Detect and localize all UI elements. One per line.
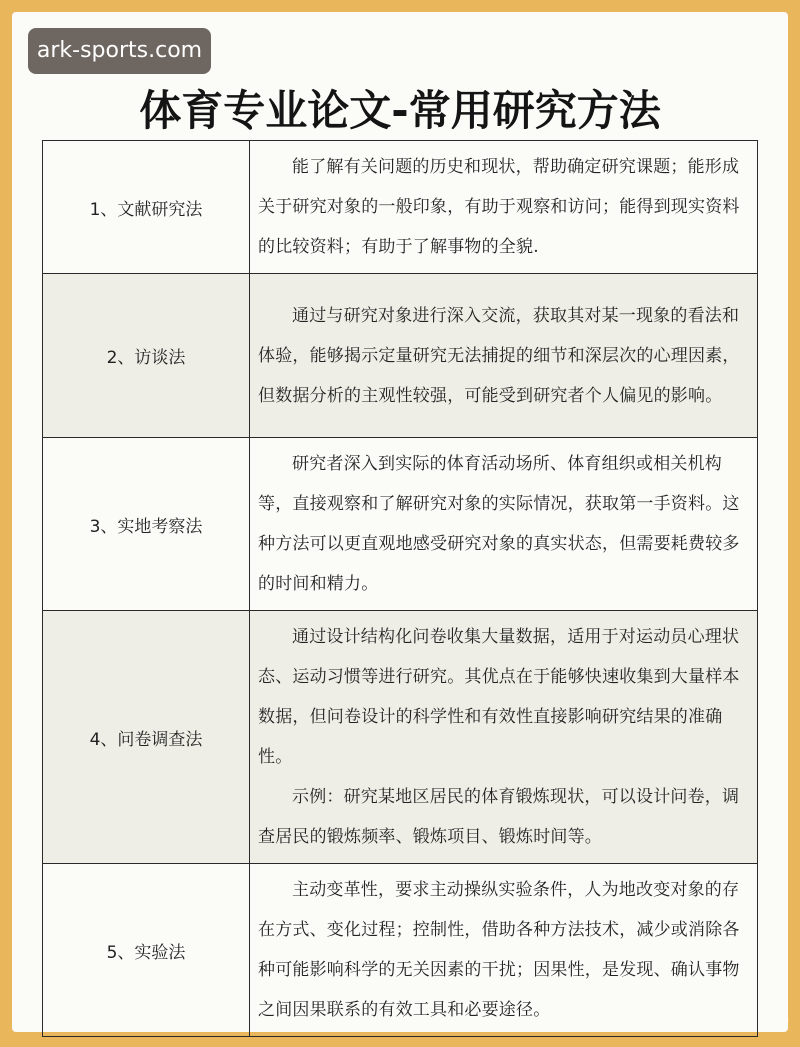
method-name: 2、访谈法: [43, 274, 250, 438]
method-description: [250, 438, 758, 611]
method-name: 4、问卷调查法: [43, 611, 250, 864]
page-title: 体育专业论文-常用研究方法: [139, 86, 661, 135]
description-paragraph: 能了解有关问题的历史和现状，帮助确定研究课题；能形成关于研究对象的一般印象，有助于观察和访问；能得到现实资料的比较资料；有助于了解事物的全貌.: [258, 157, 740, 257]
watermark-label: ark-sports.com: [28, 28, 211, 74]
description-paragraph: 主动变革性，要求主动操纵实验条件，人为地改变对象的存在方式、变化过程；控制性，借助各种方法技术，减少或消除各种可能影响科学的无关因素的干扰；因果性，是发现、确认事物之间因果联系的有效工具和必要途径。: [258, 880, 740, 1020]
method-name: 1、文献研究法: [43, 141, 250, 274]
method-description: [250, 864, 758, 1037]
method-description: [250, 611, 758, 864]
method-description: [250, 141, 758, 274]
method-description: [250, 274, 758, 438]
method-name: 3、实地考察法: [43, 438, 250, 611]
method-name: 5、实验法: [43, 864, 250, 1037]
description-paragraph: 通过与研究对象进行深入交流，获取其对某一现象的看法和体验，能够揭示定量研究无法捕捉的细节和深层次的心理因素，但数据分析的主观性较强，可能受到研究者个人偏见的影响。: [258, 305, 740, 406]
table-row: [43, 864, 758, 1037]
example-paragraph: 示例：研究某地区居民的体育锻炼现状，可以设计问卷，调查居民的锻炼频率、锻炼项目、锻炼时间等。: [258, 787, 740, 847]
table-row: [43, 274, 758, 438]
table-row: [43, 141, 758, 274]
table-row: [43, 611, 758, 864]
table-row: [43, 438, 758, 611]
description-paragraph: 研究者深入到实际的体育活动场所、体育组织或相关机构等，直接观察和了解研究对象的实际情况，获取第一手资料。这种方法可以更直观地感受研究对象的真实状态，但需要耗费较多的时间和精力。: [258, 454, 740, 594]
methods-table: [42, 140, 758, 1037]
description-paragraph: 通过设计结构化问卷收集大量数据，适用于对运动员心理状态、运动习惯等进行研究。其优点在于能够快速收集到大量样本数据，但问卷设计的科学性和有效性直接影响研究结果的准确性。: [258, 627, 740, 767]
